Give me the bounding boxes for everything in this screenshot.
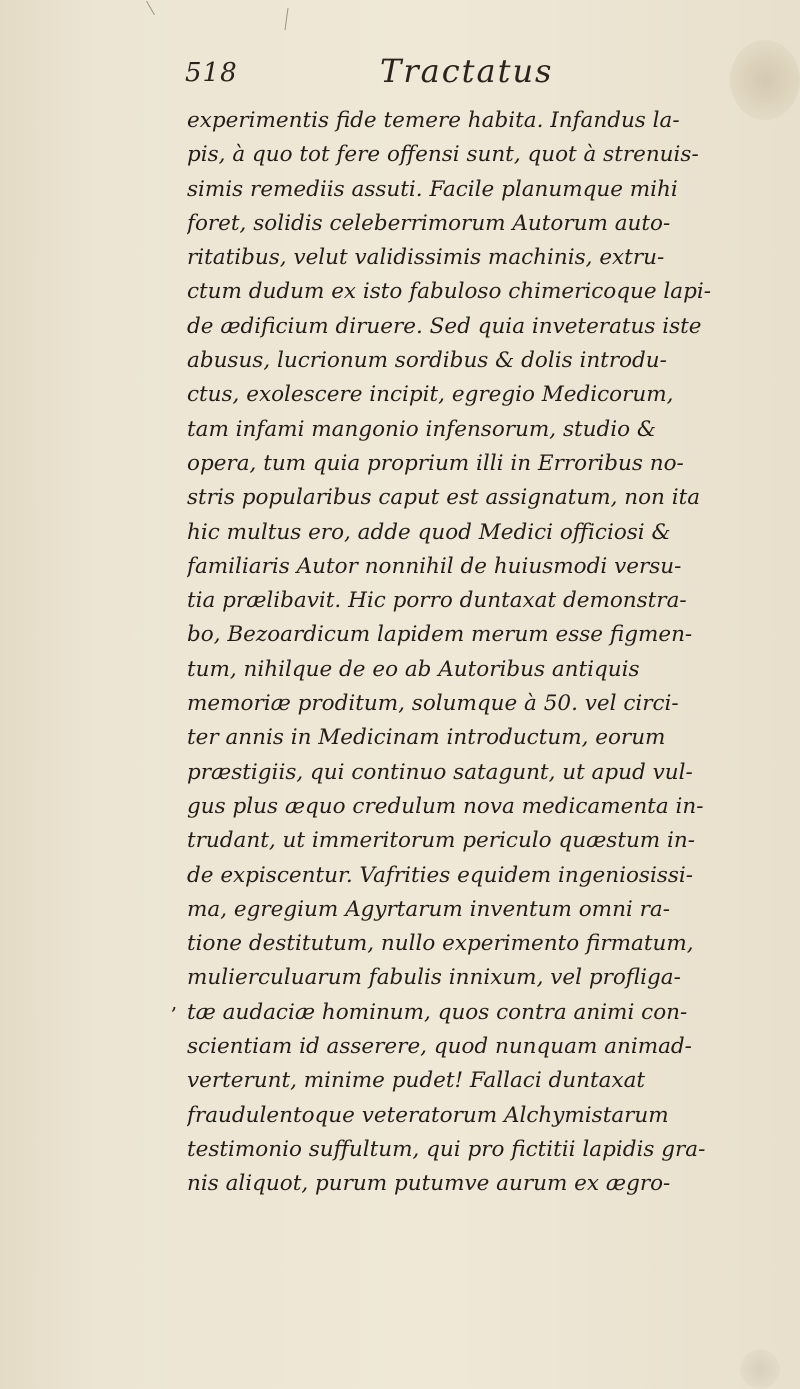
text-line: fraudulentoque veteratorum Alchymistarum: [187, 1102, 669, 1128]
running-title: Tractatus: [380, 52, 554, 90]
text-line: ter annis in Medicinam introductum, eorum: [187, 725, 666, 751]
text-line: scientiam id asserere, quod nunquam animad-: [187, 1034, 692, 1060]
text-line: tione destitutum, nullo experimento firmatum,: [187, 931, 694, 957]
text-line: foret, solidis celeberrimorum Autorum auto-: [187, 210, 671, 236]
text-line: tum, nihilque de eo ab Autoribus antiquis: [187, 656, 640, 682]
text-line: abusus, lucrionum sordibus & dolis introdu-: [187, 348, 667, 374]
paper-scratch: [146, 1, 155, 15]
text-line: ctum dudum ex isto fabuloso chimericoque lapi-: [187, 279, 711, 305]
paper-stain: [740, 1349, 780, 1389]
text-line: tia prælibavit. Hic porro duntaxat demonstra-: [187, 588, 687, 614]
text-line: bo, Bezoardicum lapidem merum esse figmen-: [187, 622, 693, 648]
text-line: trudant, ut immeritorum periculo quæstum in-: [187, 828, 696, 854]
text-line: testimonio suffultum, qui pro fictitii lapidis gra-: [187, 1136, 706, 1162]
text-line: hic multus ero, adde quod Medici officiosi &: [187, 519, 671, 545]
paper-scratch: [284, 8, 288, 30]
text-line: tæ audaciæ hominum, quos contra animi con-: [187, 999, 688, 1025]
text-line: mulierculuarum fabulis innixum, vel profliga-: [187, 965, 681, 991]
text-line: opera, tum quia proprium illi in Erroribus no-: [187, 450, 684, 476]
text-line: stris popularibus caput est assignatum, non ita: [187, 485, 701, 511]
text-line: gus plus æquo credulum nova medicamenta in-: [187, 793, 704, 819]
page-number: 518: [185, 58, 238, 88]
text-line: de ædificium diruere. Sed quia inveteratus iste: [187, 313, 702, 339]
text-line: simis remediis assuti. Facile planumque mihi: [187, 176, 678, 202]
text-line: familiaris Autor nonnihil de huiusmodi versu-: [187, 553, 682, 579]
text-line: ritatibus, velut validissimis machinis, extru-: [187, 245, 665, 271]
margin-mark: ,: [171, 990, 178, 1014]
text-line: ma, egregium Agyrtarum inventum omni ra-: [187, 896, 670, 922]
text-line: præstigiis, qui continuo satagunt, ut apud vul-: [187, 759, 693, 785]
text-line: verterunt, minime pudet! Fallaci duntaxat: [187, 1068, 646, 1094]
text-line: ctus, exolescere incipit, egregio Medicorum,: [187, 382, 674, 408]
text-line: experimentis fide temere habita. Infandus la-: [187, 108, 680, 133]
text-line: tam infami mangonio infensorum, studio &: [187, 416, 657, 442]
text-line: memoriæ proditum, solumque à 50. vel circi-: [187, 691, 679, 717]
text-line: de expiscentur. Vafrities equidem ingeniosissi-: [187, 862, 694, 888]
body-text: [187, 104, 759, 1202]
text-line: nis aliquot, purum putumve aurum ex ægro-: [187, 1171, 671, 1197]
text-line: pis, à quo tot fere offensi sunt, quot à strenuis-: [187, 142, 699, 168]
